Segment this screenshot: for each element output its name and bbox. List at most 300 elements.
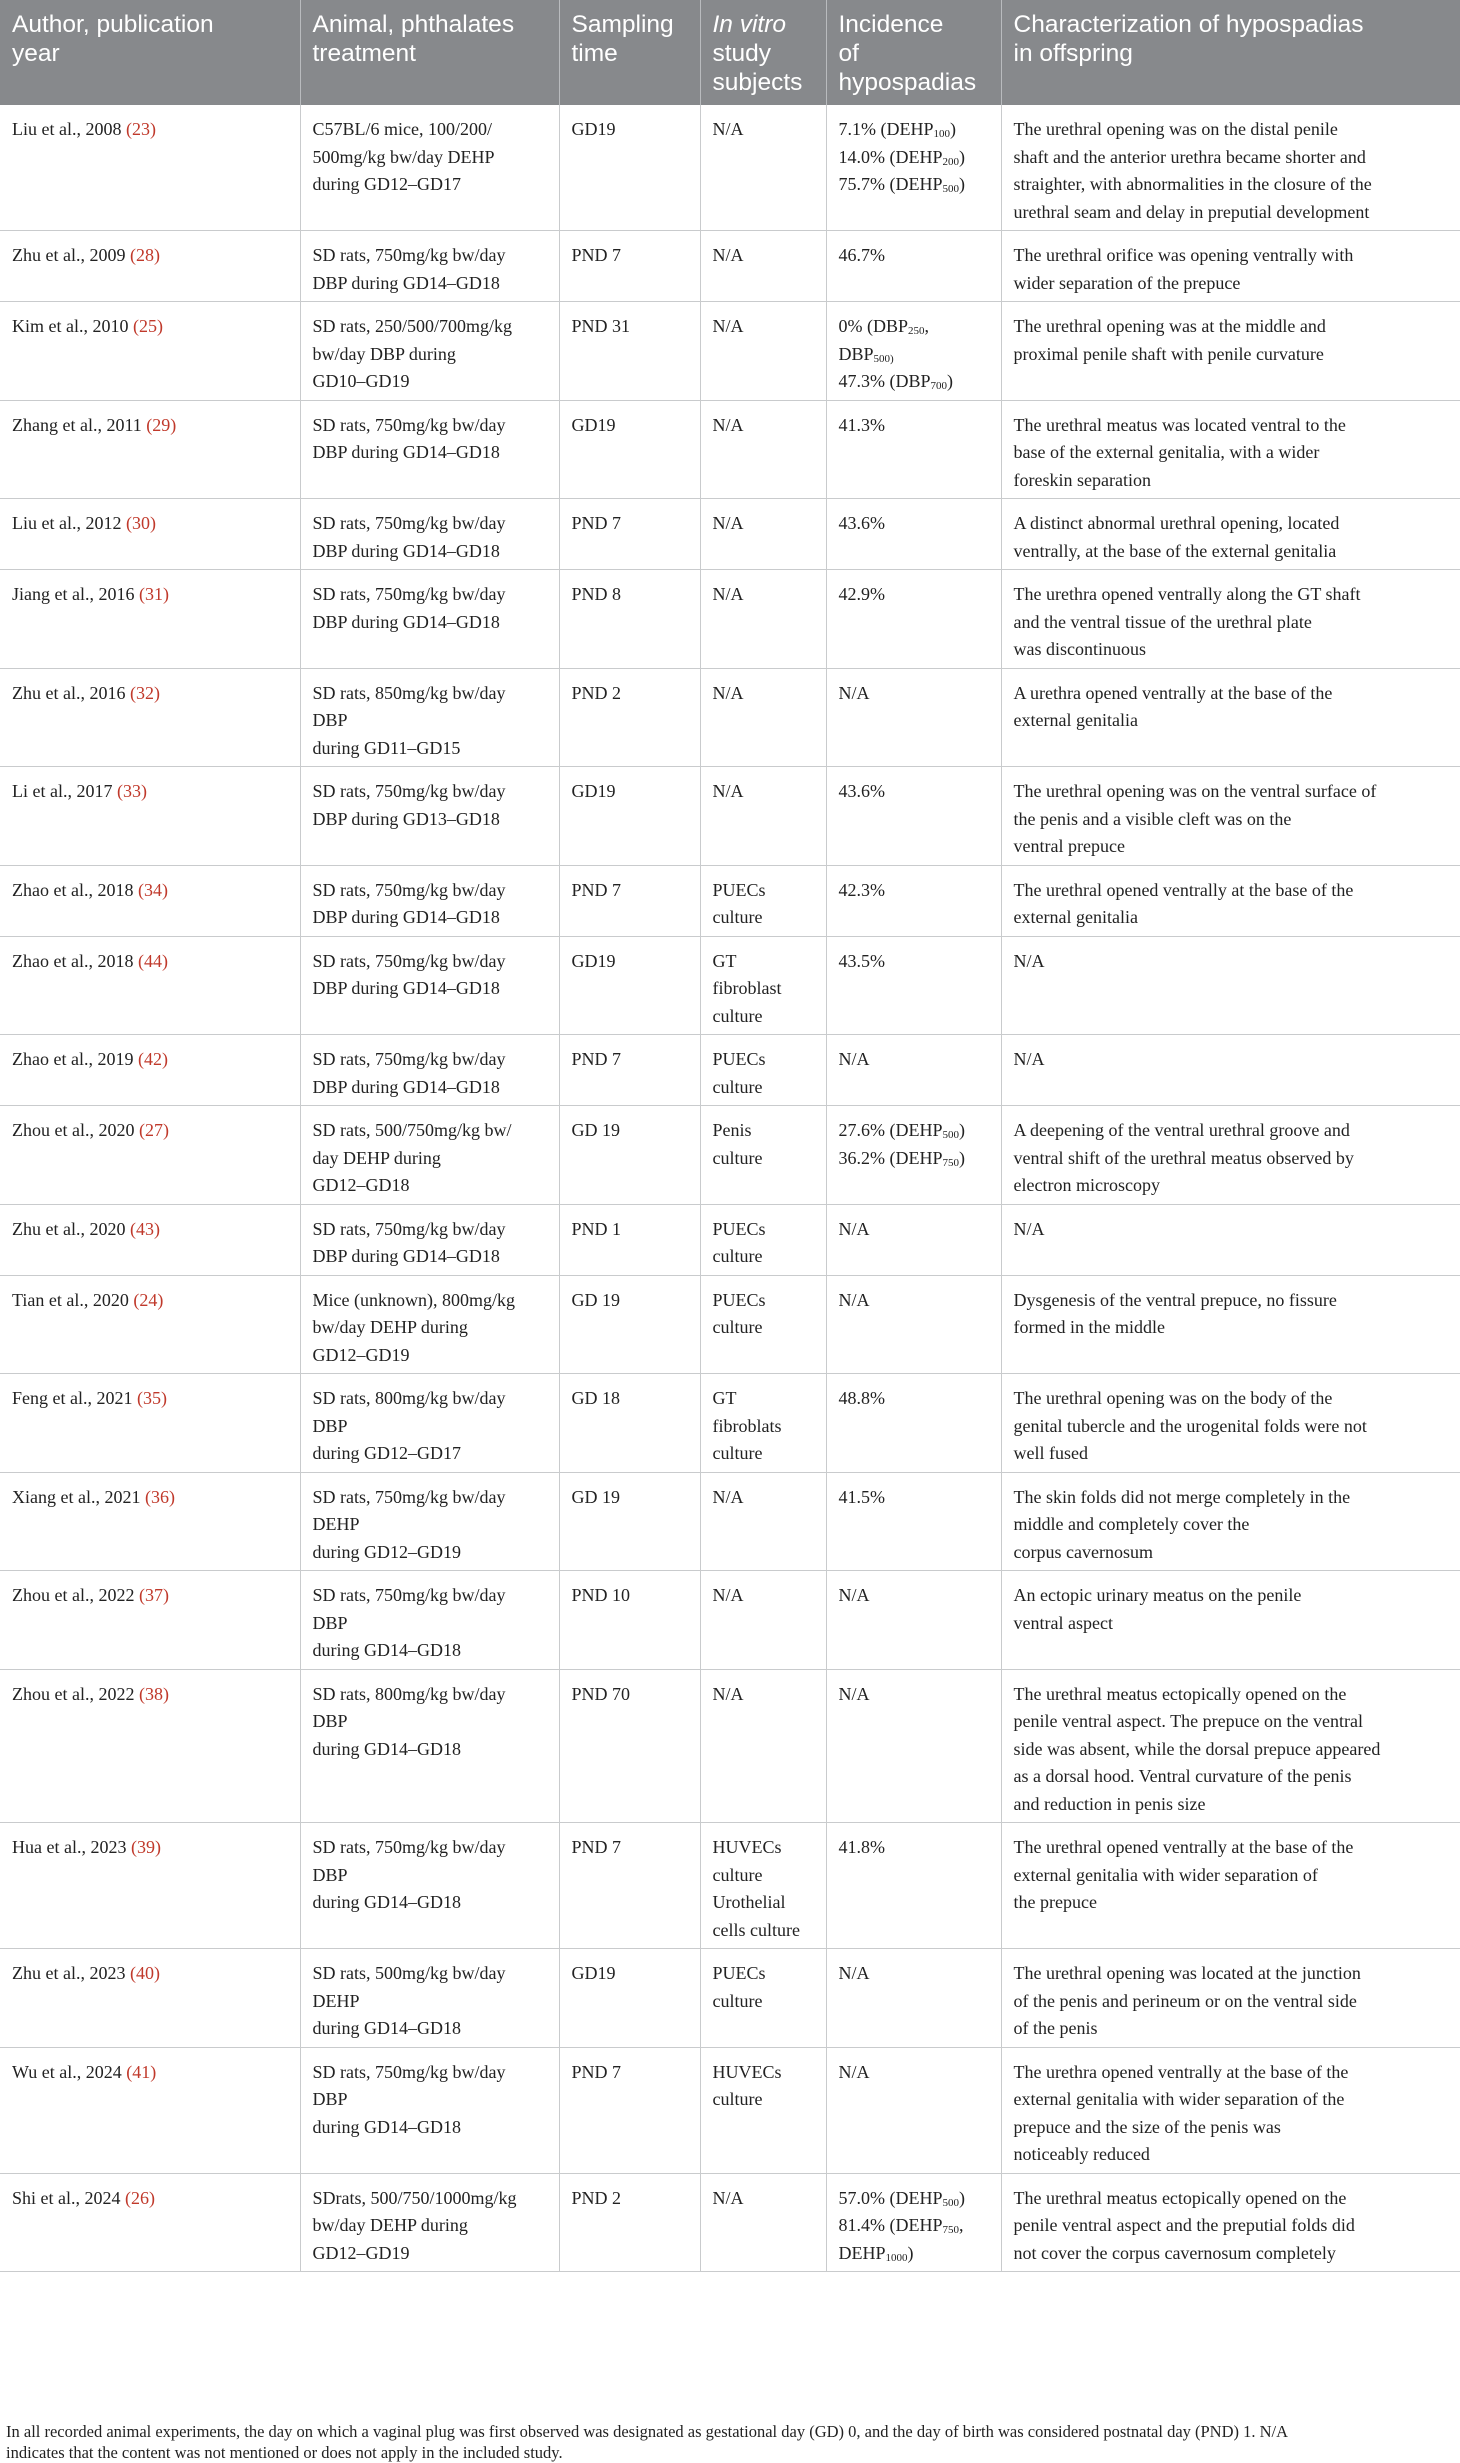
incidence-line [839, 2185, 992, 2213]
incidence-line [839, 1834, 992, 1862]
ref-paren-open: ( [138, 1683, 145, 1704]
sampling-time-text: PND 1 [571, 1218, 622, 1239]
characterization-line: urethral seam and delay in preputial development [1013, 201, 1370, 222]
ref-paren-open: ( [129, 245, 136, 265]
reference-link[interactable]: 35 [142, 1388, 161, 1408]
cell-author-year [0, 1949, 300, 2048]
incidence-line [839, 948, 992, 976]
treatment-line: SD rats, 850mg/kg bw/day [312, 682, 506, 703]
header-sampling-time: Sampling time [559, 0, 700, 105]
reference-link[interactable]: 44 [143, 950, 162, 971]
incidence-dose-subscript: 700 [930, 380, 948, 392]
ref-paren-open: ( [137, 950, 144, 971]
characterization-line: formed in the middle [1013, 1317, 1165, 1337]
table-row [0, 499, 1460, 570]
in-vitro-line: cells culture [712, 1919, 800, 1940]
ref-paren-open: ( [125, 513, 132, 533]
author-text: Zhao et al., 2018 [12, 879, 138, 900]
characterization-line: foreskin separation [1013, 469, 1151, 490]
incidence-main: DBP [838, 343, 874, 364]
sampling-time-text: PND 10 [571, 1585, 631, 1605]
reference-link[interactable]: 33 [122, 781, 141, 801]
sampling-time-text: GD19 [571, 1963, 616, 1983]
incidence-main: N/A [838, 682, 870, 703]
incidence-main: 42.3% [838, 879, 885, 900]
ref-paren-close: ) [149, 2187, 155, 2208]
reference-link[interactable]: 42 [143, 1049, 162, 1069]
incidence-suffix: ) [959, 174, 965, 194]
characterization-line: The urethra opened ventrally along the GT shaft [1013, 584, 1361, 604]
incidence-line [839, 581, 992, 609]
cell-characterization [1001, 1204, 1460, 1275]
treatment-line: SD rats, 800mg/kg bw/day [312, 1683, 506, 1704]
reference-link[interactable]: 32 [135, 682, 154, 703]
ref-paren-close: ) [149, 513, 156, 533]
cell-sampling-time [559, 1472, 700, 1571]
treatment-line: SD rats, 750mg/kg bw/day [312, 1486, 506, 1507]
cell-sampling-time [559, 1949, 700, 2048]
in-vitro-line: culture [712, 907, 763, 927]
header-incidence: Incidence of hypospadias [826, 0, 1001, 105]
in-vitro-line: N/A [712, 781, 744, 801]
incidence-main: DEHP [838, 2242, 886, 2263]
incidence-main: 36.2% (DEHP [838, 1147, 943, 1168]
characterization-line: of the penis [1013, 2018, 1098, 2038]
author-text: Hua et al., 2023 [12, 1837, 131, 1857]
header-in-vitro-subjects: In vitro study subjects [700, 0, 826, 105]
in-vitro-line: Urothelial [712, 1892, 786, 1912]
characterization-line: genital tubercle and the urogenital folds were not [1013, 1415, 1367, 1436]
cell-characterization [1001, 2047, 1460, 2173]
characterization-line: side was absent, while the dorsal prepuce appeared [1013, 1738, 1381, 1759]
characterization-line: external genitalia [1013, 710, 1138, 730]
incidence-line [839, 1582, 992, 1610]
treatment-line: 500mg/kg bw/day DEHP [312, 146, 495, 167]
ref-paren-close: ) [162, 584, 169, 604]
reference-link[interactable]: 27 [144, 1120, 163, 1140]
treatment-line: DBP during GD14–GD18 [312, 1246, 500, 1266]
incidence-main: 41.8% [838, 1837, 885, 1857]
characterization-line: N/A [1013, 1218, 1045, 1239]
reference-link[interactable]: 31 [144, 584, 163, 604]
ref-paren-close: ) [161, 879, 168, 900]
incidence-line [839, 510, 992, 538]
ref-paren-open: ( [133, 1289, 140, 1310]
cell-animal-treatment [300, 2173, 559, 2272]
cell-characterization [1001, 1823, 1460, 1949]
treatment-line: during GD12–GD17 [312, 174, 461, 194]
treatment-line: during GD14–GD18 [312, 1738, 461, 1759]
cell-animal-treatment [300, 1472, 559, 1571]
treatment-line: DBP during GD14–GD18 [312, 978, 500, 998]
incidence-line [839, 412, 992, 440]
characterization-line: ventral prepuce [1013, 836, 1125, 856]
characterization-line: ventral shift of the urethral meatus observed by [1013, 1147, 1354, 1168]
treatment-line: DBP during GD14–GD18 [312, 907, 500, 927]
table-row [0, 1669, 1460, 1823]
reference-link[interactable]: 43 [135, 1218, 154, 1239]
cell-author-year [0, 499, 300, 570]
cell-in-vitro-subjects [700, 1035, 826, 1106]
cell-incidence [826, 302, 1001, 401]
cell-author-year [0, 1669, 300, 1823]
cell-sampling-time [559, 767, 700, 866]
cell-characterization [1001, 936, 1460, 1035]
treatment-line: DBP during GD14–GD18 [312, 272, 500, 293]
treatment-line: GD12–GD19 [312, 2242, 410, 2263]
cell-sampling-time [559, 936, 700, 1035]
cell-characterization [1001, 865, 1460, 936]
characterization-line: wider separation of the prepuce [1013, 272, 1241, 293]
reference-link[interactable]: 23 [131, 119, 150, 139]
cell-animal-treatment [300, 231, 559, 302]
cell-in-vitro-subjects [700, 668, 826, 767]
author-text: Liu et al., 2012 [12, 513, 126, 533]
in-vitro-line: N/A [712, 414, 744, 435]
incidence-main: 48.8% [838, 1388, 885, 1408]
author-text: Kim et al., 2010 [12, 316, 133, 336]
characterization-line: The urethral meatus ectopically opened on the [1013, 2187, 1347, 2208]
characterization-line: The urethral opening was on the ventral surface of [1013, 781, 1377, 801]
table-row [0, 1204, 1460, 1275]
ref-paren-close: ) [154, 1837, 161, 1857]
ref-paren-close: ) [149, 119, 156, 139]
characterization-line: The urethral orifice was opening ventrally with [1013, 245, 1354, 265]
treatment-line: DBP [312, 1864, 348, 1885]
in-vitro-line: N/A [712, 119, 744, 139]
cell-characterization [1001, 570, 1460, 669]
cell-in-vitro-subjects [700, 767, 826, 866]
cell-in-vitro-subjects [700, 105, 826, 231]
characterization-line: electron microscopy [1013, 1175, 1160, 1195]
author-text: Zhou et al., 2020 [12, 1120, 139, 1140]
incidence-main: 14.0% (DEHP [838, 146, 943, 167]
ref-paren-close: ) [153, 1218, 160, 1239]
treatment-line: DBP [312, 1415, 348, 1436]
cell-sampling-time [559, 570, 700, 669]
incidence-main: N/A [838, 1049, 870, 1069]
treatment-line: during GD14–GD18 [312, 2116, 461, 2137]
treatment-line: SD rats, 750mg/kg bw/day [312, 1837, 506, 1857]
incidence-line [839, 1046, 992, 1074]
ref-paren-close: ) [162, 1585, 169, 1605]
treatment-line: DBP during GD14–GD18 [312, 1076, 500, 1097]
cell-sampling-time [559, 1035, 700, 1106]
treatment-line: DBP during GD14–GD18 [312, 442, 500, 462]
cell-sampling-time [559, 302, 700, 401]
author-text: Jiang et al., 2016 [12, 584, 139, 604]
sampling-time-text: PND 7 [571, 245, 622, 265]
ref-paren-open: ( [132, 316, 139, 336]
ref-paren-close: ) [162, 1683, 169, 1704]
cell-animal-treatment [300, 499, 559, 570]
reference-link[interactable]: 30 [131, 513, 150, 533]
treatment-line: Mice (unknown), 800mg/kg [312, 1289, 515, 1310]
incidence-line [839, 778, 992, 806]
incidence-dose-subscript: 750 [942, 2224, 959, 2236]
incidence-line [839, 680, 992, 708]
incidence-suffix: , [959, 2215, 964, 2235]
incidence-line [839, 877, 992, 905]
ref-paren-open: ( [144, 1486, 151, 1507]
cell-characterization [1001, 499, 1460, 570]
author-text: Zhu et al., 2023 [12, 1963, 130, 1983]
characterization-line: external genitalia with wider separation of [1013, 1864, 1318, 1885]
table-row [0, 1571, 1460, 1670]
table-row [0, 936, 1460, 1035]
ref-paren-open: ( [129, 682, 136, 703]
cell-sampling-time [559, 1275, 700, 1374]
cell-animal-treatment [300, 767, 559, 866]
cell-characterization [1001, 231, 1460, 302]
cell-animal-treatment [300, 1035, 559, 1106]
cell-author-year [0, 231, 300, 302]
cell-characterization [1001, 1275, 1460, 1374]
treatment-line: SD rats, 750mg/kg bw/day [312, 1049, 506, 1069]
characterization-line: prepuce and the size of the penis was [1013, 2116, 1281, 2137]
ref-paren-open: ( [125, 119, 132, 139]
author-text: Zhu et al., 2016 [12, 682, 130, 703]
cell-incidence [826, 105, 1001, 231]
cell-author-year [0, 865, 300, 936]
incidence-line [839, 2240, 992, 2268]
incidence-line [839, 2059, 992, 2087]
treatment-line: SD rats, 750mg/kg bw/day [312, 2061, 506, 2082]
reference-link[interactable]: 41 [132, 2061, 151, 2082]
cell-incidence [826, 231, 1001, 302]
author-text: Zhu et al., 2020 [12, 1218, 130, 1239]
table-row [0, 2173, 1460, 2272]
cell-characterization [1001, 2173, 1460, 2272]
cell-characterization [1001, 1669, 1460, 1823]
characterization-line: external genitalia with wider separation of the [1013, 2089, 1345, 2109]
reference-link[interactable]: 36 [150, 1486, 169, 1507]
characterization-line: The skin folds did not merge completely in the [1013, 1486, 1351, 1507]
cell-author-year [0, 302, 300, 401]
reference-link[interactable]: 28 [135, 245, 154, 265]
reference-link[interactable]: 24 [139, 1289, 158, 1310]
treatment-line: GD12–GD19 [312, 1344, 410, 1365]
characterization-line: ventrally, at the base of the external genitalia [1013, 540, 1337, 561]
characterization-line: The urethral opening was on the body of the [1013, 1388, 1333, 1408]
cell-author-year [0, 2173, 300, 2272]
reference-link[interactable]: 39 [136, 1837, 155, 1857]
treatment-line: DBP [312, 1711, 348, 1731]
in-vitro-line: culture [712, 1317, 763, 1337]
incidence-line [839, 1960, 992, 1988]
characterization-line: and the ventral tissue of the urethral plate [1013, 611, 1312, 632]
characterization-line: and reduction in penis size [1013, 1793, 1206, 1814]
characterization-line: penile ventral aspect. The prepuce on the ventral [1013, 1711, 1364, 1731]
cell-author-year [0, 1204, 300, 1275]
cell-characterization [1001, 668, 1460, 767]
cell-animal-treatment [300, 1949, 559, 2048]
reference-link[interactable]: 34 [143, 879, 162, 900]
ref-paren-close: ) [140, 781, 147, 801]
characterization-line: of the penis and perineum or on the ventral side [1013, 1990, 1357, 2011]
in-vitro-line: N/A [712, 584, 744, 604]
table-row [0, 767, 1460, 866]
table-row [0, 400, 1460, 499]
cell-author-year [0, 936, 300, 1035]
reference-link[interactable]: 38 [144, 1683, 163, 1704]
cell-sampling-time [559, 865, 700, 936]
incidence-dose-subscript: 750 [942, 1156, 959, 1169]
characterization-line: external genitalia [1013, 907, 1138, 927]
cell-animal-treatment [300, 865, 559, 936]
sampling-time-text: GD19 [571, 781, 616, 801]
header-author-year: Author, publication year [0, 0, 300, 105]
characterization-line: The urethral opened ventrally at the base of the [1013, 1837, 1354, 1857]
cell-animal-treatment [300, 302, 559, 401]
footnote-line: indicates that the content was not mentioned or does not apply in the included study. [6, 2443, 563, 2462]
treatment-line: during GD14–GD18 [312, 1640, 461, 1660]
characterization-line: The urethral meatus ectopically opened on the [1013, 1683, 1347, 1704]
incidence-line [839, 341, 992, 369]
cell-sampling-time [559, 1106, 700, 1205]
header-characterization: Characterization of hypospadias in offspring [1001, 0, 1460, 105]
ref-paren-open: ( [138, 1585, 145, 1605]
reference-link[interactable]: 37 [144, 1585, 163, 1605]
ref-paren-close: ) [160, 1388, 167, 1408]
cell-in-vitro-subjects [700, 1106, 826, 1205]
treatment-line: DBP [312, 1612, 348, 1633]
characterization-line: base of the external genitalia, with a wider [1013, 442, 1320, 462]
treatment-line: DEHP [312, 1514, 360, 1534]
table-row [0, 105, 1460, 231]
cell-sampling-time [559, 499, 700, 570]
incidence-dose-subscript: 1000 [885, 2251, 908, 2264]
characterization-line: The urethral opened ventrally at the base of the [1013, 879, 1354, 900]
author-text: Zhu et al., 2009 [12, 245, 130, 265]
treatment-line: C57BL/6 mice, 100/200/ [312, 119, 492, 139]
ref-paren-close: ) [153, 245, 160, 265]
ref-paren-close: ) [150, 2061, 157, 2082]
treatment-line: during GD14–GD18 [312, 1892, 461, 1912]
characterization-line: not cover the corpus cavernosum completely [1013, 2242, 1336, 2263]
cell-sampling-time [559, 1204, 700, 1275]
treatment-line: GD12–GD18 [312, 1175, 410, 1195]
in-vitro-line: GT [712, 950, 737, 971]
treatment-line: SD rats, 500/750mg/kg bw/ [312, 1120, 512, 1140]
reference-link[interactable]: 25 [138, 316, 157, 336]
reference-link[interactable]: 29 [152, 414, 171, 435]
incidence-dose-subscript: 100 [933, 128, 950, 140]
cell-in-vitro-subjects [700, 570, 826, 669]
reference-link[interactable]: 40 [135, 1963, 154, 1983]
ref-paren-open: ( [130, 1837, 137, 1857]
cell-author-year [0, 1823, 300, 1949]
ref-paren-close: ) [161, 950, 168, 971]
cell-animal-treatment [300, 1106, 559, 1205]
treatment-line: DBP during GD14–GD18 [312, 540, 500, 561]
sampling-time-text: PND 7 [571, 1049, 622, 1069]
characterization-line: The urethral opening was at the middle and [1013, 316, 1326, 336]
incidence-main: 43.6% [838, 513, 885, 533]
table-row [0, 1275, 1460, 1374]
characterization-line: ventral aspect [1013, 1612, 1113, 1633]
sampling-time-text: GD 19 [571, 1486, 620, 1507]
reference-link[interactable]: 26 [131, 2187, 149, 2208]
author-text: Zhou et al., 2022 [12, 1585, 139, 1605]
characterization-line: N/A [1013, 1049, 1045, 1069]
treatment-line: DBP during GD13–GD18 [312, 808, 500, 829]
cell-author-year [0, 1374, 300, 1473]
footnote-line: In all recorded animal experiments, the day on which a vaginal plug was first observed was designated as gestational day (GD) 0, and the day of birth was considered postnatal day (PND) 1. N/A [6, 2422, 1289, 2441]
author-text: Zhou et al., 2022 [12, 1683, 139, 1704]
treatment-line: SD rats, 750mg/kg bw/day [312, 879, 506, 900]
incidence-line [839, 171, 992, 199]
cell-author-year [0, 1035, 300, 1106]
cell-in-vitro-subjects [700, 499, 826, 570]
cell-characterization [1001, 1571, 1460, 1670]
incidence-line [839, 1484, 992, 1512]
incidence-main: N/A [838, 2061, 870, 2082]
treatment-line: SD rats, 750mg/kg bw/day [312, 414, 506, 435]
author-text: Shi et al., 2024 [12, 2187, 125, 2208]
cell-in-vitro-subjects [700, 865, 826, 936]
table-row [0, 1949, 1460, 2048]
cell-incidence [826, 936, 1001, 1035]
in-vitro-line: fibroblast [712, 978, 782, 998]
incidence-main: 41.3% [838, 414, 885, 435]
sampling-time-text: PND 31 [571, 316, 631, 336]
in-vitro-line: culture [712, 2089, 763, 2109]
author-text: Wu et al., 2024 [12, 2061, 127, 2082]
ref-paren-open: ( [126, 2061, 133, 2082]
table-row [0, 1035, 1460, 1106]
cell-incidence [826, 570, 1001, 669]
incidence-line [839, 1681, 992, 1709]
incidence-main: 7.1% (DEHP [838, 119, 934, 139]
table-row [0, 570, 1460, 669]
cell-author-year [0, 400, 300, 499]
cell-in-vitro-subjects [700, 231, 826, 302]
treatment-line: bw/day DEHP during [312, 1317, 468, 1337]
treatment-line: GD10–GD19 [312, 371, 410, 391]
cell-in-vitro-subjects [700, 302, 826, 401]
cell-incidence [826, 499, 1001, 570]
sampling-time-text: PND 7 [571, 2061, 622, 2082]
treatment-line: SD rats, 750mg/kg bw/day [312, 1218, 506, 1239]
ref-paren-close: ) [170, 414, 177, 435]
cell-characterization [1001, 105, 1460, 231]
ref-paren-close: ) [161, 1049, 168, 1069]
characterization-line: well fused [1013, 1443, 1088, 1463]
in-vitro-line: N/A [712, 1585, 744, 1605]
cell-sampling-time [559, 400, 700, 499]
characterization-line: middle and completely cover the [1013, 1514, 1250, 1534]
cell-in-vitro-subjects [700, 400, 826, 499]
treatment-line: during GD11–GD15 [312, 737, 461, 758]
sampling-time-text: PND 7 [571, 513, 622, 533]
incidence-line [839, 144, 992, 172]
cell-animal-treatment [300, 1374, 559, 1473]
cell-author-year [0, 767, 300, 866]
incidence-dose-subscript: 500 [942, 2196, 959, 2209]
characterization-line: N/A [1013, 950, 1045, 971]
characterization-line: proximal penile shaft with penile curvature [1013, 343, 1324, 364]
incidence-suffix: ) [959, 146, 965, 167]
cell-animal-treatment [300, 1571, 559, 1670]
in-vitro-line: fibroblats [712, 1415, 782, 1436]
ref-paren-open: ( [138, 584, 145, 604]
treatment-line: SD rats, 750mg/kg bw/day [312, 950, 506, 971]
cell-in-vitro-subjects [700, 1571, 826, 1670]
incidence-line [839, 242, 992, 270]
characterization-line: An ectopic urinary meatus on the penile [1013, 1585, 1302, 1605]
incidence-suffix: ) [950, 119, 956, 139]
